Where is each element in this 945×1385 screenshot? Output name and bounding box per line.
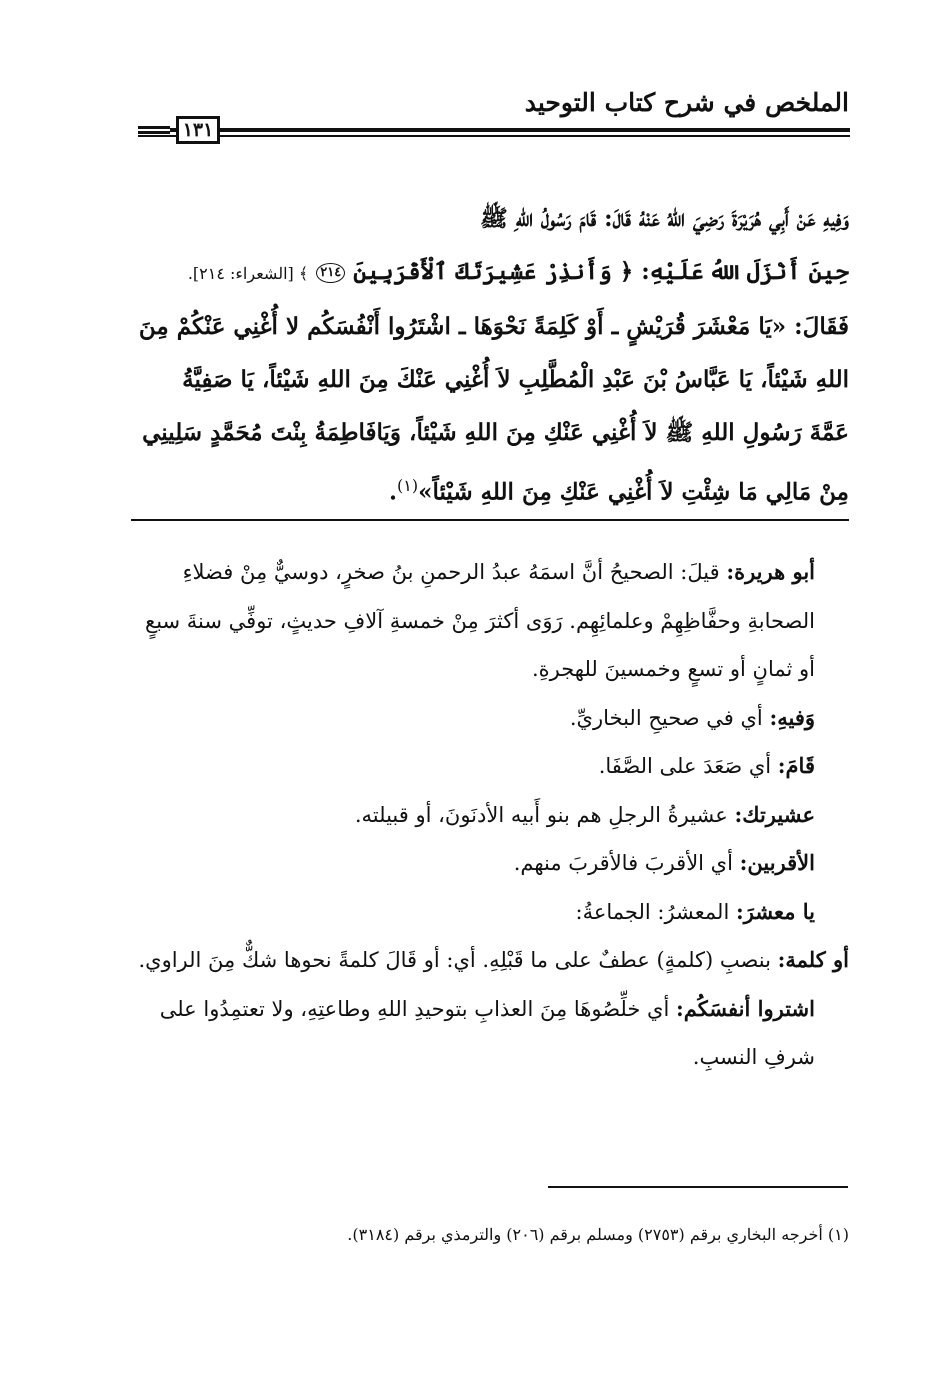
hadith-text [137, 192, 849, 519]
verse-number: ٢١٤ [316, 263, 345, 283]
page-number: ١٣١ [176, 116, 220, 144]
commentary-entry: عشيرتك: عشيرةُ الرجلِ هم بنو أَبيه الأدنَونَ، أو قبيلته. [354, 801, 815, 827]
commentary [137, 548, 849, 1082]
hadith-line: وَفِيهِ عَنْ أَبِي هُرَيْرَةَ رَضِيَ اللهُ عَنْهُ قَالَ: قَامَ رَسُولُ اللهِ ﷺ [479, 205, 849, 232]
commentary-entry: يا معشرَ: المعشرُ: الجماعةُ: [575, 898, 815, 924]
header-rule [138, 124, 850, 138]
commentary-entry: قَامَ: أي صَعَدَ على الصَّفَا. [598, 753, 815, 778]
commentary-entry: وَفيهِ: أي في صحيحِ البخاريِّ. [569, 704, 815, 730]
footnote: (١) أخرجه البخاري برقم (٢٧٥٣) ومسلم برقم (٢٠٦) والترمذي برقم (٣١٨٤). [347, 1225, 849, 1244]
commentary-entry: الأقربين: أي الأقربَ فالأقربَ منهم. [513, 850, 815, 875]
header-rule-ornament [138, 126, 170, 134]
surah-reference: ﴾ [الشعراء: ٢١٤]. [187, 264, 309, 283]
commentary-entry: اشتروا أنفسَكُم: أي خلِّصُوهَا مِنَ العذابِ بتوحيدِ اللهِ وطاعتِهِ، ولا تعتمِدُوا على شرفِ النسبِ. [159, 995, 815, 1069]
footnote-divider [548, 1186, 848, 1188]
commentary-entry: أو كلمة: بنصبِ (كلمةٍ) عطفٌ على ما قَبْلِهِ. أي: أو قَالَ كلمةً نحوها شكٌّ مِنَ الراوي. [138, 947, 849, 972]
footnote-marker: (١) [396, 476, 419, 495]
section-divider [131, 519, 849, 521]
quran-verse: حِينَ أَنْزَلَ اللهُ عَلَيْهِ: ﴿ وَأَنذِرْ عَشِيرَتَكَ ٱلْأَقْرَبِينَ [353, 258, 849, 285]
commentary-entry: أبو هريرة: قيلَ: الصحيحُ أنَّ اسمَهُ عبدُ الرحمنِ بنُ صخرٍ، دوسيٌّ مِنْ فضلاءِ الصحابةِ وحفَّاظِهِمْ وعلمائِهِم. رَوَى أكثرَ مِنْ خمسةِ آلافِ حديثٍ، توفِّي سنةَ سبعٍ أو ثمانٍ أو تسعٍ وخمسينَ للهجرةِ. [145, 559, 815, 681]
hadith-line [137, 245, 849, 300]
running-title: الملخص في شرح كتاب التوحيد [524, 88, 849, 117]
hadith-body: فَقَالَ: «يَا مَعْشَرَ قُرَيْشٍ ـ أَوْ كَلِمَةً نَحْوَهَا ـ اشْتَرُوا أَنْفُسَكُم لا أُغْنِي عَنْكُمْ مِنَ اللهِ شَيْئاً، يَا عَبَّاسُ بْنَ عَبْدِ الْمُطَّلِبِ لاَ أُغْنِي عَنْكَ مِنَ اللهِ شَيْئاً، يَا صَفِيَّةُ عَمَّةَ رَسُولِ اللهِ ﷺ لاَ أُغْنِي عَنْكِ مِنَ اللهِ شَيْئاً، وَيَافَاطِمَةُ بِنْتَ مُحَمَّدٍ سَلِينِي مِنْ مَالِي مَا شِئْتِ لاَ أُغْنِي عَنْكِ مِنَ اللهِ شَيْئاً»$^{(١)}$. [138, 313, 849, 506]
